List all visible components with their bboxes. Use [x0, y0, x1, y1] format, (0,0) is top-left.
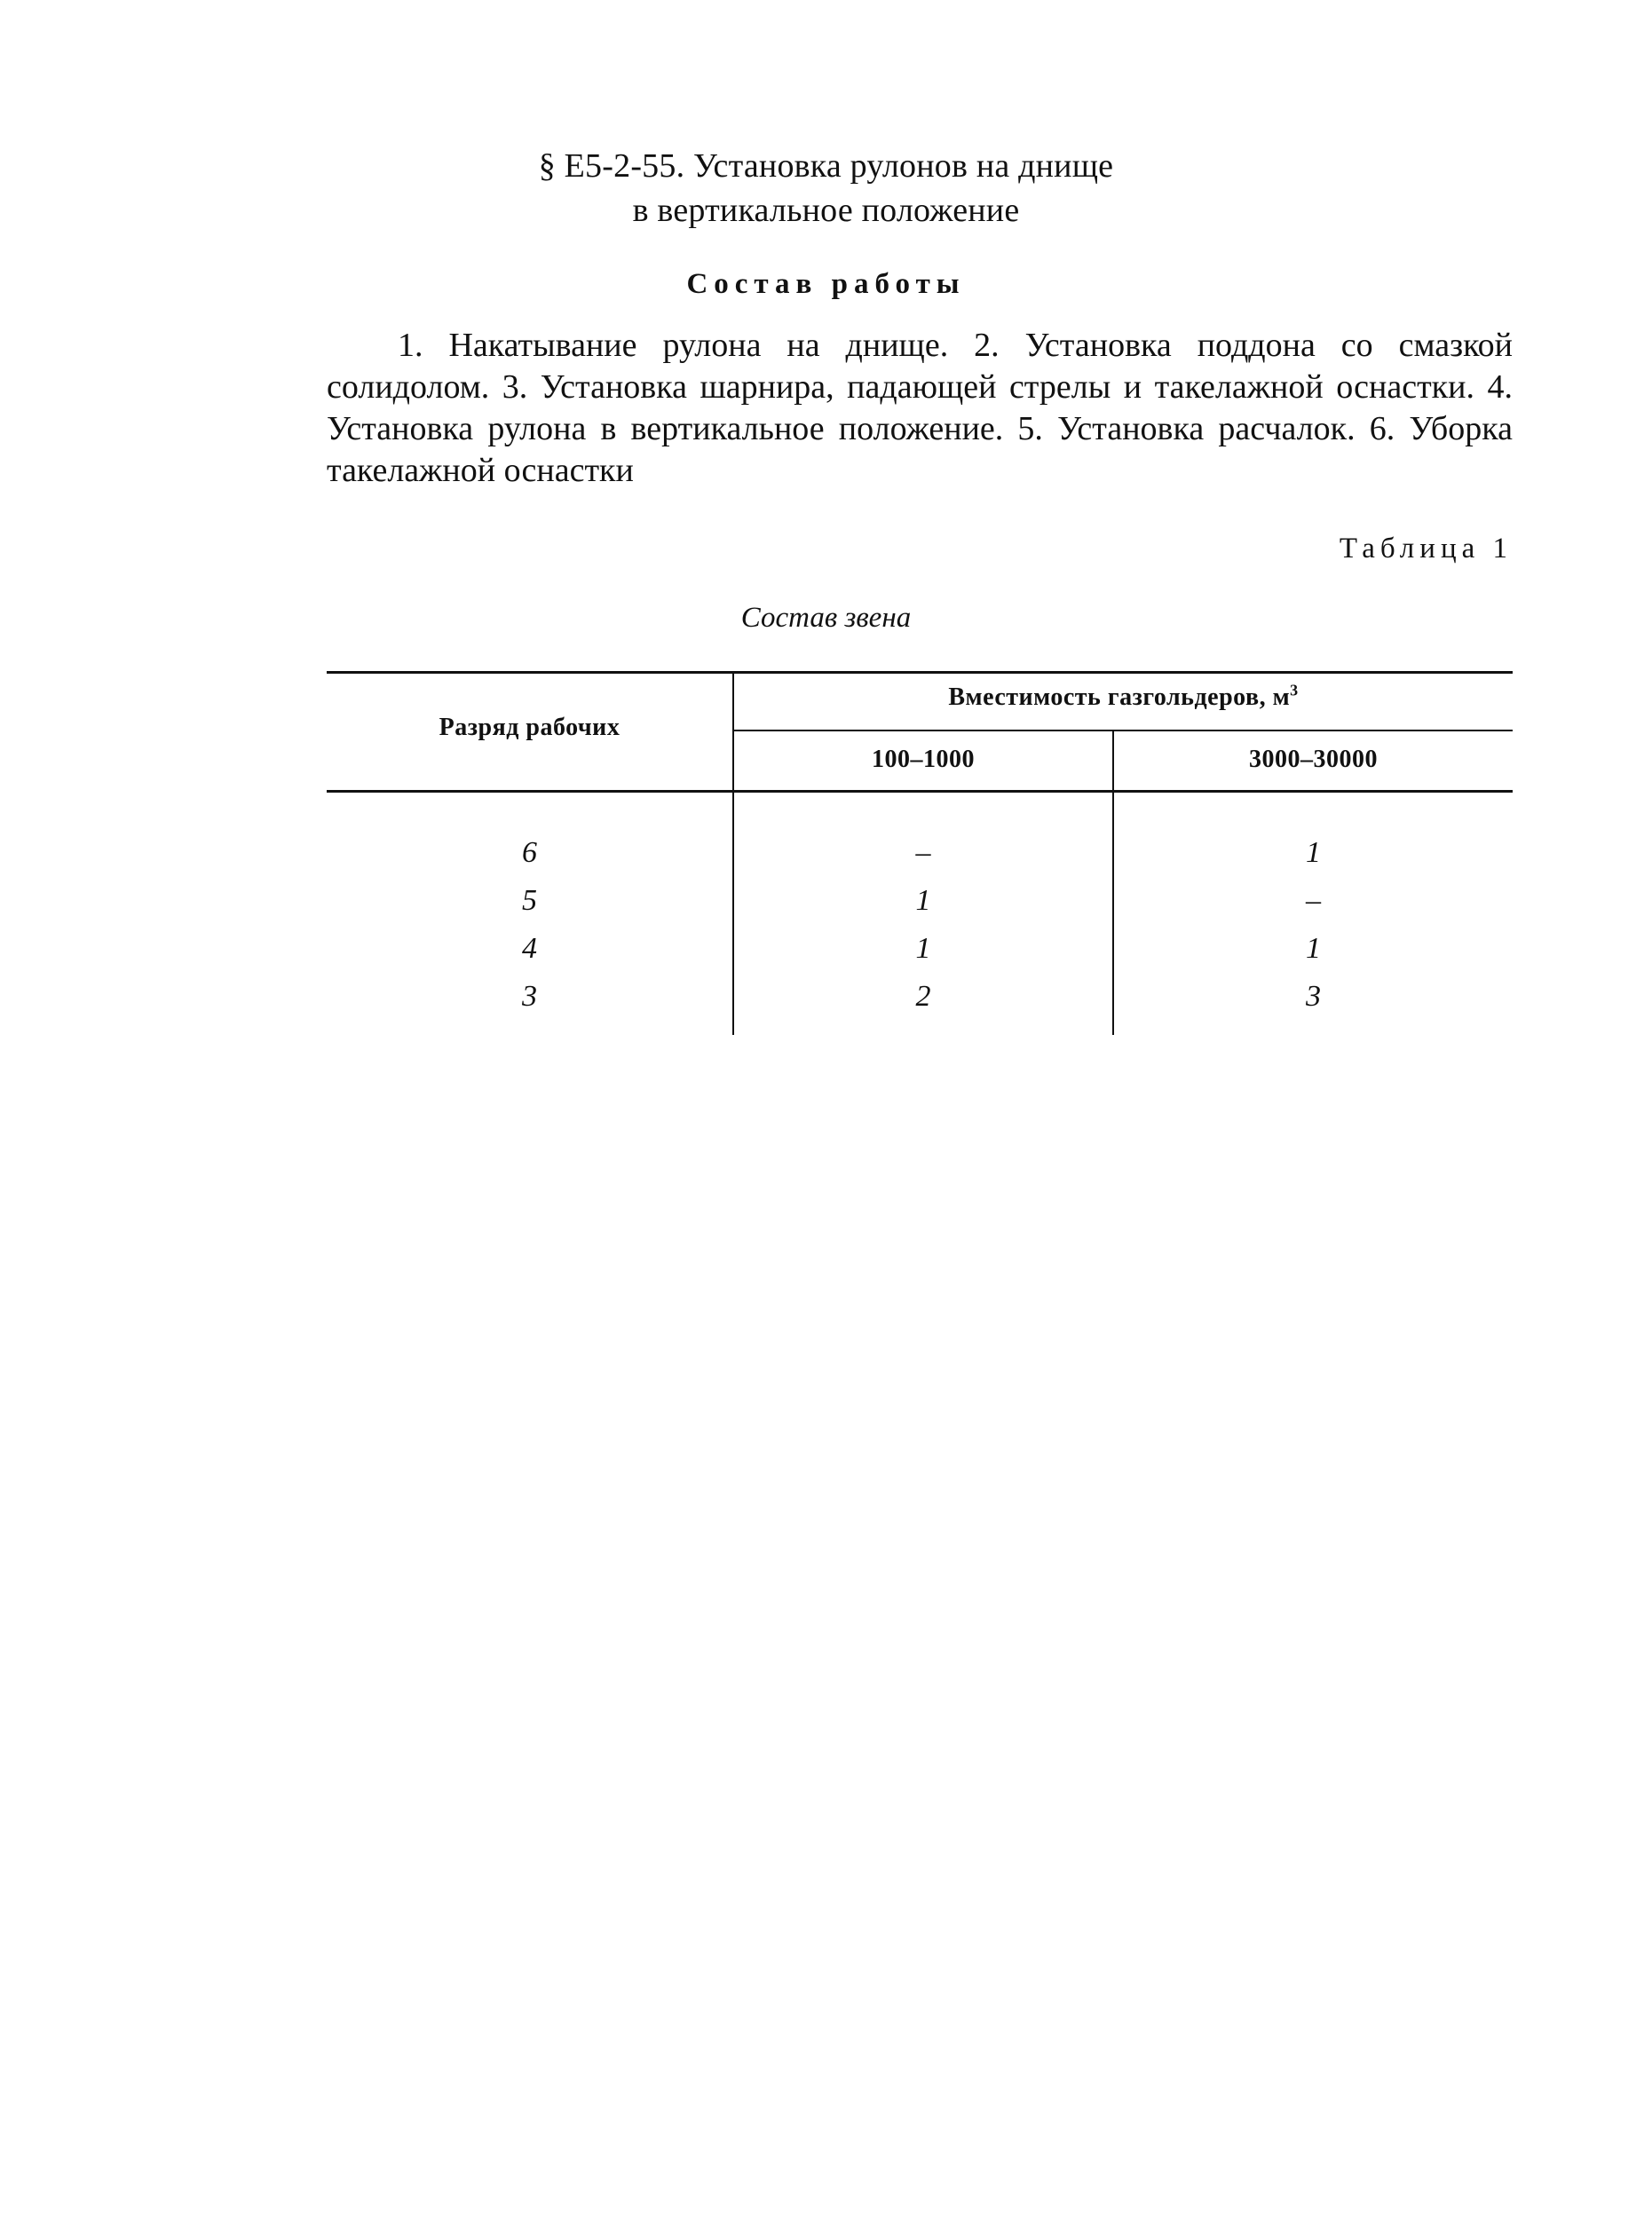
table-cell-col2: 1	[1306, 932, 1321, 965]
work-composition-heading: Состав работы	[686, 268, 966, 300]
table-cell-col1: –	[915, 836, 931, 869]
group-header-capacity	[734, 683, 1513, 712]
table-row-grade: 6	[522, 836, 537, 869]
section-title-line-1: § Е5-2-55. Установка рулонов на днище	[538, 147, 1114, 185]
table-cell-col2: 3	[1306, 980, 1321, 1013]
table-top-rule	[327, 671, 1513, 674]
table-cell-col2: 1	[1306, 836, 1321, 869]
col-header-100-1000: 100–1000	[872, 746, 975, 773]
table-cell-col1: 2	[915, 980, 931, 1013]
table-group-header-rule	[733, 730, 1513, 731]
table-cell-col2: –	[1306, 884, 1321, 917]
section-title	[0, 144, 1652, 233]
crew-composition-table	[327, 671, 1513, 1035]
table-row-grade: 5	[522, 884, 537, 917]
row-header-grade: Разряд рабочих	[439, 714, 620, 741]
col-header-3000-30000: 3000–30000	[1249, 746, 1378, 773]
section-title-line-2: в вертикальное положение	[632, 192, 1020, 229]
table-caption: Состав звена	[740, 602, 912, 634]
table-cell-col1: 1	[915, 932, 931, 965]
group-header-capacity-text: Вместимость газгольдеров, м	[948, 683, 1291, 711]
table-number-label: Таблица 1	[1339, 533, 1513, 565]
table-row-grade: 4	[522, 932, 537, 965]
group-header-capacity-sup: 3	[1290, 681, 1299, 699]
work-composition-text: 1. Накатывание рулона на днище. 2. Установка поддона со смазкой солидолом. 3. Установка шарнира, падающей стрелы и такелажной оснастки. 4. Установка рулона в вертикальное положение. 5. Установка расчалок. 6. Уборка такелажной оснастки	[327, 327, 1513, 489]
table-cell-col1: 1	[915, 884, 931, 917]
table-row-grade: 3	[522, 980, 537, 1013]
table-header-bottom-rule	[327, 790, 1513, 793]
